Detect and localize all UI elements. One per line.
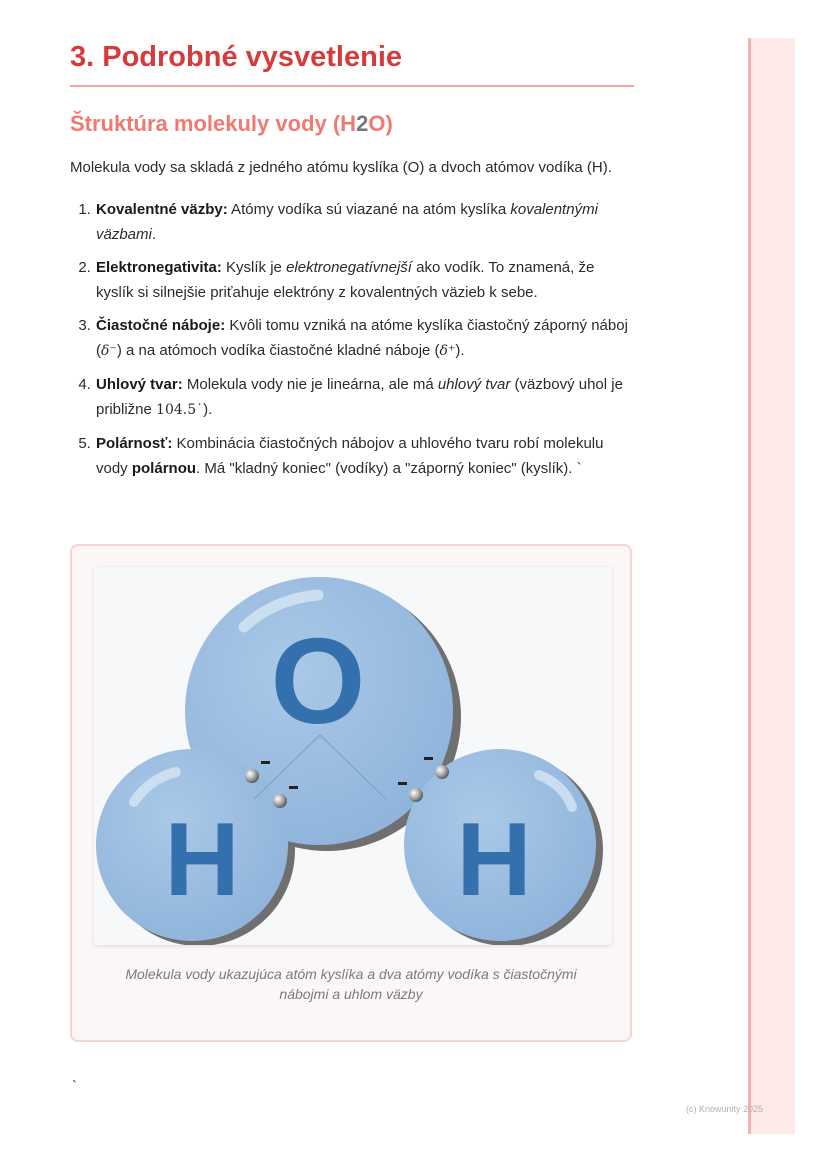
electron-ball <box>245 769 259 783</box>
list-item-text: Kyslík je <box>221 259 287 277</box>
list-item-term: Uhlový tvar: <box>96 376 183 394</box>
list-item-text: Kombinácia čiastočných nábojov a uhlového tvaru robí molekulu vody <box>96 435 604 478</box>
minus-sign <box>398 782 407 785</box>
list-item-term: Čiastočné náboje: <box>96 317 226 335</box>
section-title-subscript: 2 <box>356 110 369 136</box>
list-item-text: (väzbový uhol je približne <box>96 376 623 419</box>
trailing-backtick: ` <box>72 1078 77 1095</box>
math-delta-minus: δ⁻ <box>101 343 117 360</box>
list-item <box>95 255 634 305</box>
list-item-text: ) a na atómoch vodíka čiastočné kladné náboje ( <box>116 342 440 360</box>
list-item-strong: polárnou <box>131 460 197 478</box>
page-content <box>70 40 634 489</box>
intro-paragraph: Molekula vody sa skladá z jedného atómu kyslíka (O) a dvoch atómov vodíka (H). <box>70 159 612 177</box>
section-title-prefix: Štruktúra molekuly vody (H <box>70 110 357 136</box>
figure-card <box>70 544 632 1042</box>
math-angle: 104.5˙ <box>156 402 204 419</box>
list-item-emphasis: uhlový tvar <box>437 376 511 394</box>
electron-ball <box>435 765 449 779</box>
list-item-text: Molekula vody nie je lineárna, ale má <box>182 376 438 394</box>
list-item-term: Kovalentné väzby: <box>96 201 228 219</box>
list-item-text: . Má "kladný koniec" (vodíky) a "záporný koniec" (kyslík). ` <box>196 460 582 478</box>
electron-ball <box>409 788 423 802</box>
page-title: 3. Podrobné vysvetlenie <box>70 40 634 87</box>
copyright-footer: (c) Knowunity 2025 <box>686 1104 764 1114</box>
hydrogen-left-label: H <box>164 802 240 918</box>
list-item-emphasis: kovalentnými väzbami <box>96 201 598 244</box>
list-item <box>95 197 634 247</box>
list-item-text: ako vodík. To znamená, že kyslík si silnejšie priťahuje elektróny z kovalentných väzieb k sebe. <box>96 259 595 302</box>
list-item <box>95 313 634 364</box>
list-item-text: ). <box>455 342 465 360</box>
explanation-list <box>70 197 634 481</box>
minus-sign <box>261 761 270 764</box>
list-item-text: Kvôli tomu vzniká na atóme kyslíka čiastočný záporný náboj ( <box>96 317 628 360</box>
list-item <box>95 372 634 423</box>
list-item-emphasis: elektronegatívnejší <box>286 259 412 277</box>
section-title <box>70 111 634 137</box>
list-item-text: . <box>151 226 157 244</box>
list-item-text: ). <box>203 401 213 419</box>
figure-caption: Molekula vody ukazujúca atóm kyslíka a dva atómy vodíka s čiastočnými nábojmi a uhlom väzby <box>125 966 577 1002</box>
electron-ball <box>273 794 287 808</box>
water-molecule-image <box>94 567 612 945</box>
minus-sign <box>424 757 433 760</box>
math-delta-plus: δ⁺ <box>439 343 456 360</box>
right-margin-bar <box>748 38 795 1134</box>
list-item-text: Atómy vodíka sú viazané na atóm kyslíka <box>227 201 511 219</box>
minus-sign <box>289 786 298 789</box>
list-item <box>95 431 634 481</box>
hydrogen-right-label: H <box>456 802 532 918</box>
list-item-term: Polárnosť: <box>96 435 173 453</box>
list-item-term: Elektronegativita: <box>96 259 222 277</box>
section-title-suffix: O) <box>368 110 393 136</box>
oxygen-label: O <box>270 613 366 749</box>
water-molecule-illustration <box>94 567 612 945</box>
